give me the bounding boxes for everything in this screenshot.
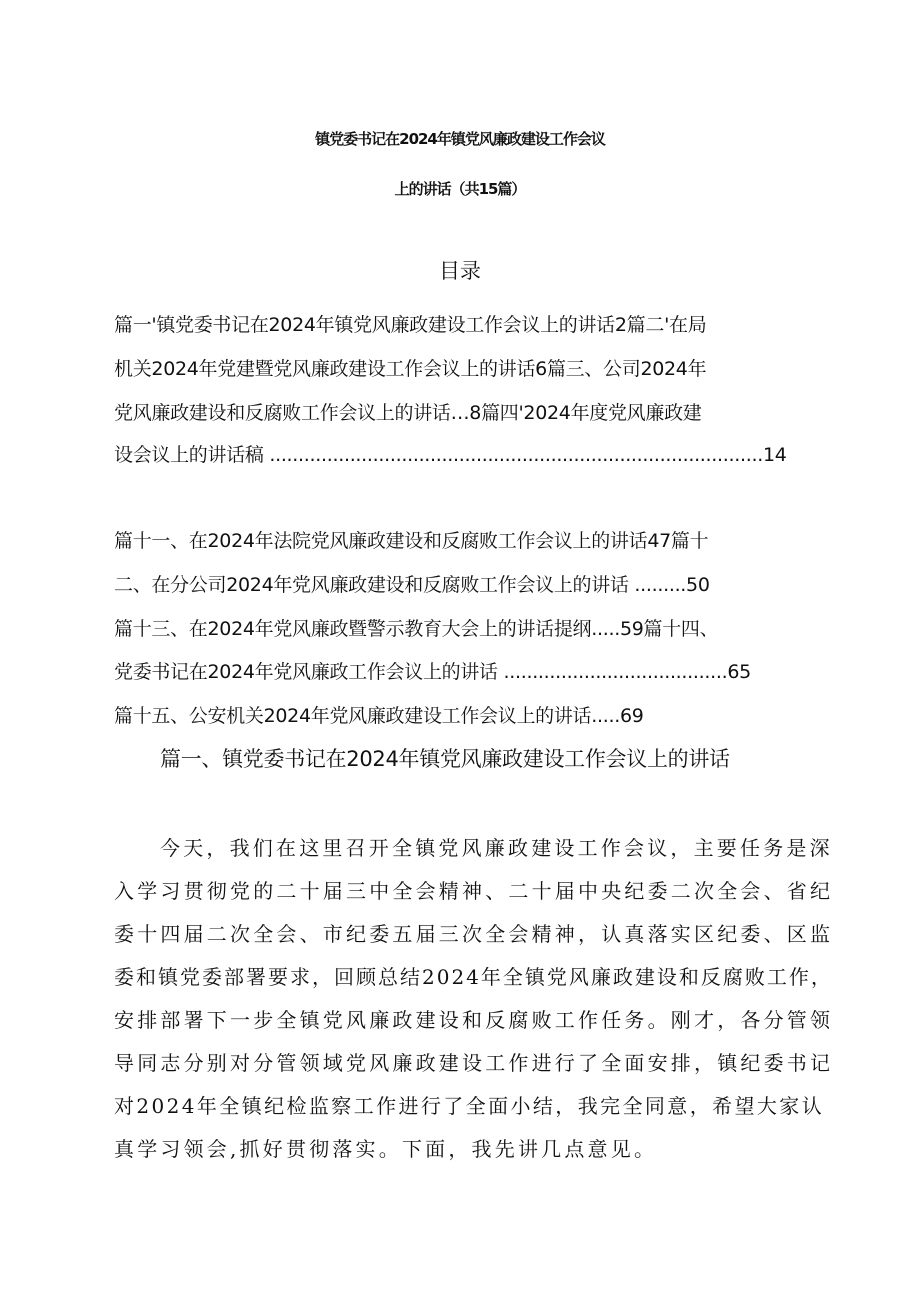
document-title-line-2: 上的讲话（共15篇） [394,180,526,198]
toc-line: 机关2024年党建暨党风廉政建设工作会议上的讲话6篇三、公司2024年 [114,358,707,380]
section-title: 篇一、镇党委书记在2024年镇党风廉政建设工作会议上的讲话 [160,747,730,771]
body-paragraph-line: 入学习贯彻党的二十届三中全会精神、二十届中央纪委二次全会、省纪 [114,879,834,903]
toc-line: 篇十三、在2024年党风廉政暨警示教育大会上的讲话提纲.....59篇十四、 [114,618,719,640]
toc-line: 党委书记在2024年党风廉政工作会议上的讲话 .......................................65 [114,661,751,683]
toc-line: 党风廉政建设和反腐败工作会议上的讲话…8篇四'2024年度党风廉政建 [114,402,702,424]
toc-heading: 目录 [439,259,481,283]
body-paragraph-line: 今天，我们在这里召开全镇党风廉政建设工作会议，主要任务是深 [160,836,833,860]
toc-line: 设会议上的讲话稿 ......................................................................................14 [114,444,787,466]
body-paragraph-line: 对2024年全镇纪检监察工作进行了全面小结，我完全同意，希望大家认 [114,1094,825,1118]
body-paragraph-line: 真学习领会,抓好贯彻落实。下面，我先讲几点意见。 [114,1137,658,1161]
toc-line: 篇十一、在2024年法院党风廉政建设和反腐败工作会议上的讲话47篇十 [114,530,709,552]
document-title-line-1: 镇党委书记在2024年镇党风廉政建设工作会议 [315,130,605,148]
toc-line: 二、在分公司2024年党风廉政建设和反腐败工作会议上的讲话 .........50 [114,574,710,596]
body-paragraph-line: 委和镇党委部署要求，回顾总结2024年全镇党风廉政建设和反腐败工作， [114,965,833,989]
body-paragraph-line: 安排部署下一步全镇党风廉政建设和反腐败工作任务。刚才，各分管领 [114,1008,834,1032]
body-paragraph-line: 委十四届二次全会、市纪委五届三次全会精神，认真落实区纪委、区监 [114,922,834,946]
toc-line: 篇一'镇党委书记在2024年镇党风廉政建设工作会议上的讲话2篇二'在局 [114,314,707,336]
body-paragraph-line: 导同志分别对分管领域党风廉政建设工作进行了全面安排，镇纪委书记 [114,1051,834,1075]
toc-line: 篇十五、公安机关2024年党风廉政建设工作会议上的讲话.....69 [114,705,644,727]
